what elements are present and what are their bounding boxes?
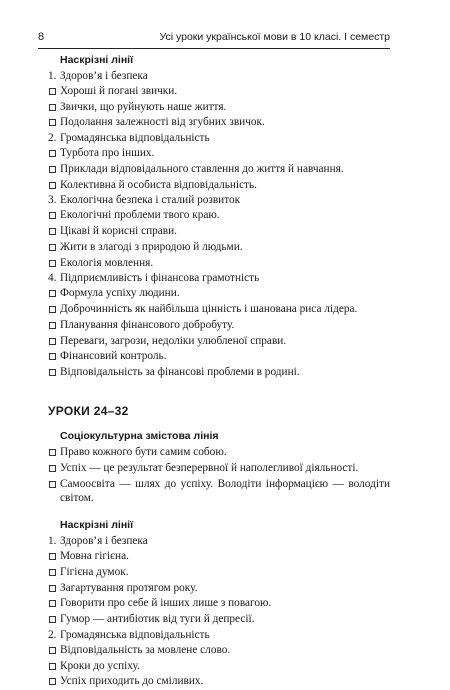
- list-item-text: Загартування протягом року.: [60, 581, 198, 594]
- list-item: [48, 302, 390, 318]
- numbered-heading: [48, 69, 390, 84]
- list-item: [48, 256, 390, 272]
- checkbox-square-icon: [48, 146, 60, 162]
- square-bullet-icon: [49, 449, 56, 456]
- checkbox-square-icon: [48, 240, 60, 256]
- list-item-text: Звички, що руйнують наше життя.: [60, 100, 227, 113]
- checkbox-square-icon: [48, 84, 60, 100]
- list-item: [48, 549, 390, 565]
- square-bullet-icon: [49, 104, 56, 111]
- list-item-text: Подолання залежності від згубних звичок.: [60, 116, 265, 129]
- list-item: [48, 146, 390, 162]
- list-item: [48, 365, 390, 381]
- checkbox-square-icon: [48, 581, 60, 597]
- list-item-text: Гумор — антибіотик від туги й депресії.: [60, 613, 255, 626]
- section-heading: Наскрізні лінії: [60, 519, 134, 532]
- list-item: [48, 349, 390, 365]
- checkbox-square-icon: [48, 659, 60, 675]
- checkbox-square-icon: [48, 461, 60, 477]
- checkbox-square-icon: [48, 286, 60, 302]
- square-bullet-icon: [49, 338, 56, 345]
- list-number: 1.: [48, 70, 57, 82]
- numbered-heading: [48, 131, 390, 146]
- checkbox-square-icon: [48, 674, 60, 690]
- running-title: Усі уроки української мови в 10 класі. I семестр: [159, 31, 390, 43]
- list-item-text: Кроки до успіху.: [60, 659, 140, 672]
- square-bullet-icon: [49, 228, 56, 235]
- checkbox-square-icon: [48, 208, 60, 224]
- list-item: [48, 334, 390, 350]
- checkbox-square-icon: [48, 596, 60, 612]
- checkbox-square-icon: [48, 318, 60, 334]
- list-item-text: Здоров’я і безпека: [60, 70, 148, 82]
- list-number: 3.: [48, 194, 57, 207]
- square-bullet-icon: [49, 600, 56, 607]
- list-item-text: Громадянська відповідальність: [60, 132, 210, 145]
- square-bullet-icon: [49, 369, 56, 376]
- list-number: 4.: [48, 272, 57, 285]
- list-item-text: Турбота про інших.: [60, 146, 155, 159]
- numbered-heading: [48, 534, 390, 549]
- square-bullet-icon: [49, 290, 56, 297]
- square-bullet-icon: [49, 678, 56, 685]
- checkbox-square-icon: [48, 445, 60, 461]
- checkbox-square-icon: [48, 643, 60, 659]
- checkbox-square-icon: [48, 349, 60, 365]
- square-bullet-icon: [49, 353, 56, 360]
- list-item: [48, 659, 390, 675]
- square-bullet-icon: [49, 569, 56, 576]
- list-item-text: Гігієна думок.: [60, 565, 129, 578]
- square-bullet-icon: [49, 616, 56, 623]
- list-item: [48, 461, 390, 477]
- list-item: [48, 445, 390, 461]
- list-item: [48, 224, 390, 240]
- list-item: [48, 240, 390, 256]
- list-item-text: Здоров’я і безпека: [60, 535, 148, 548]
- list-item-text: Відповідальність за мовлене слово.: [60, 643, 231, 656]
- page-number: 8: [38, 31, 45, 43]
- list-item: [48, 84, 390, 100]
- square-bullet-icon: [49, 244, 56, 251]
- list-item-text: Громадянська відповідальність: [60, 628, 210, 641]
- checkbox-square-icon: [48, 162, 60, 178]
- checkbox-square-icon: [48, 477, 60, 493]
- list-item: [48, 162, 390, 178]
- list-item-text: Успіх — це результат безперервної й наполегливої діяльності.: [60, 461, 359, 474]
- square-bullet-icon: [49, 260, 56, 267]
- list-item: [48, 565, 390, 581]
- square-bullet-icon: [49, 322, 56, 329]
- page-header: [38, 30, 390, 49]
- section-heading: Соціокультурна змістова лінія: [60, 429, 219, 442]
- list-item-text: Колективна й особиста відповідальність.: [60, 178, 257, 191]
- square-bullet-icon: [49, 88, 56, 95]
- square-bullet-icon: [49, 465, 56, 472]
- numbered-heading: [48, 193, 390, 208]
- list-number: 1.: [48, 535, 57, 548]
- list-item-text: Цікаві й корисні справи.: [60, 224, 178, 237]
- list-item-text: Хороші й погані звички.: [60, 84, 178, 97]
- list-item-text: Право кожного бути самим собою.: [60, 445, 227, 458]
- checkbox-square-icon: [48, 565, 60, 581]
- list-item: [48, 596, 390, 612]
- list-item: [48, 643, 390, 659]
- checkbox-square-icon: [48, 334, 60, 350]
- list-item-text: Екологічні проблеми твого краю.: [60, 209, 220, 222]
- list-item-text: Самоосвіта — шлях до успіху. Володіти інформацією — володіти світом.: [60, 477, 390, 505]
- page-content: [48, 52, 390, 690]
- square-bullet-icon: [49, 212, 56, 219]
- list-item-text: Підприємливість і фінансова грамотність: [60, 272, 260, 285]
- checkbox-square-icon: [48, 365, 60, 381]
- list-item-text: Відповідальність за фінансові проблеми в родині.: [60, 366, 300, 379]
- list-item: [48, 477, 390, 507]
- checkbox-square-icon: [48, 549, 60, 565]
- list-item-text: Екологічна безпека і сталий розвиток: [60, 194, 241, 207]
- list-item-text: Успіх приходить до сміливих.: [60, 675, 204, 688]
- list-item: [48, 674, 390, 690]
- square-bullet-icon: [49, 182, 56, 189]
- list-item-text: Переваги, загрози, недоліки улюбленої справи.: [60, 334, 287, 347]
- checkbox-square-icon: [48, 178, 60, 194]
- square-bullet-icon: [49, 647, 56, 654]
- lessons-heading: УРОКИ 24–32: [48, 403, 129, 418]
- checkbox-square-icon: [48, 302, 60, 318]
- section-list: [48, 534, 390, 690]
- square-bullet-icon: [49, 166, 56, 173]
- square-bullet-icon: [49, 553, 56, 560]
- checkbox-square-icon: [48, 224, 60, 240]
- list-item-text: Мовна гігієна.: [60, 549, 129, 562]
- list-item: [48, 178, 390, 194]
- list-item: [48, 208, 390, 224]
- section-heading: Наскрізні лінії: [60, 54, 134, 66]
- checkbox-square-icon: [48, 115, 60, 131]
- square-bullet-icon: [49, 481, 56, 488]
- list-item-text: Доброчинність як найбільша цінність і шанована риса лідера.: [60, 302, 358, 315]
- square-bullet-icon: [49, 306, 56, 313]
- list-item: [48, 581, 390, 597]
- checkbox-square-icon: [48, 256, 60, 272]
- list-item: [48, 115, 390, 131]
- list-number: 2.: [48, 132, 57, 145]
- list-item-text: Приклади відповідального ставлення до життя й навчання.: [60, 162, 344, 175]
- list-item-text: Екологія мовлення.: [60, 256, 154, 269]
- list-item: [48, 100, 390, 116]
- list-item-text: Говорити про себе й інших лише з повагою.: [60, 597, 272, 610]
- square-bullet-icon: [49, 150, 56, 157]
- list-item-text: Формула успіху людини.: [60, 287, 180, 300]
- list-item-text: Планування фінансового добробуту.: [60, 318, 235, 331]
- numbered-heading: [48, 628, 390, 643]
- square-bullet-icon: [49, 663, 56, 670]
- numbered-heading: [48, 271, 390, 286]
- list-item-text: Фінансовий контроль.: [60, 350, 167, 363]
- section-list: [48, 445, 390, 506]
- list-item-text: Жити в злагоді з природою й людьми.: [60, 240, 243, 253]
- checkbox-square-icon: [48, 100, 60, 116]
- list-item: [48, 318, 390, 334]
- checkbox-square-icon: [48, 612, 60, 628]
- list-item: [48, 286, 390, 302]
- list-number: 2.: [48, 628, 57, 641]
- square-bullet-icon: [49, 585, 56, 592]
- section-list: [48, 69, 390, 381]
- square-bullet-icon: [49, 119, 56, 126]
- list-item: [48, 612, 390, 628]
